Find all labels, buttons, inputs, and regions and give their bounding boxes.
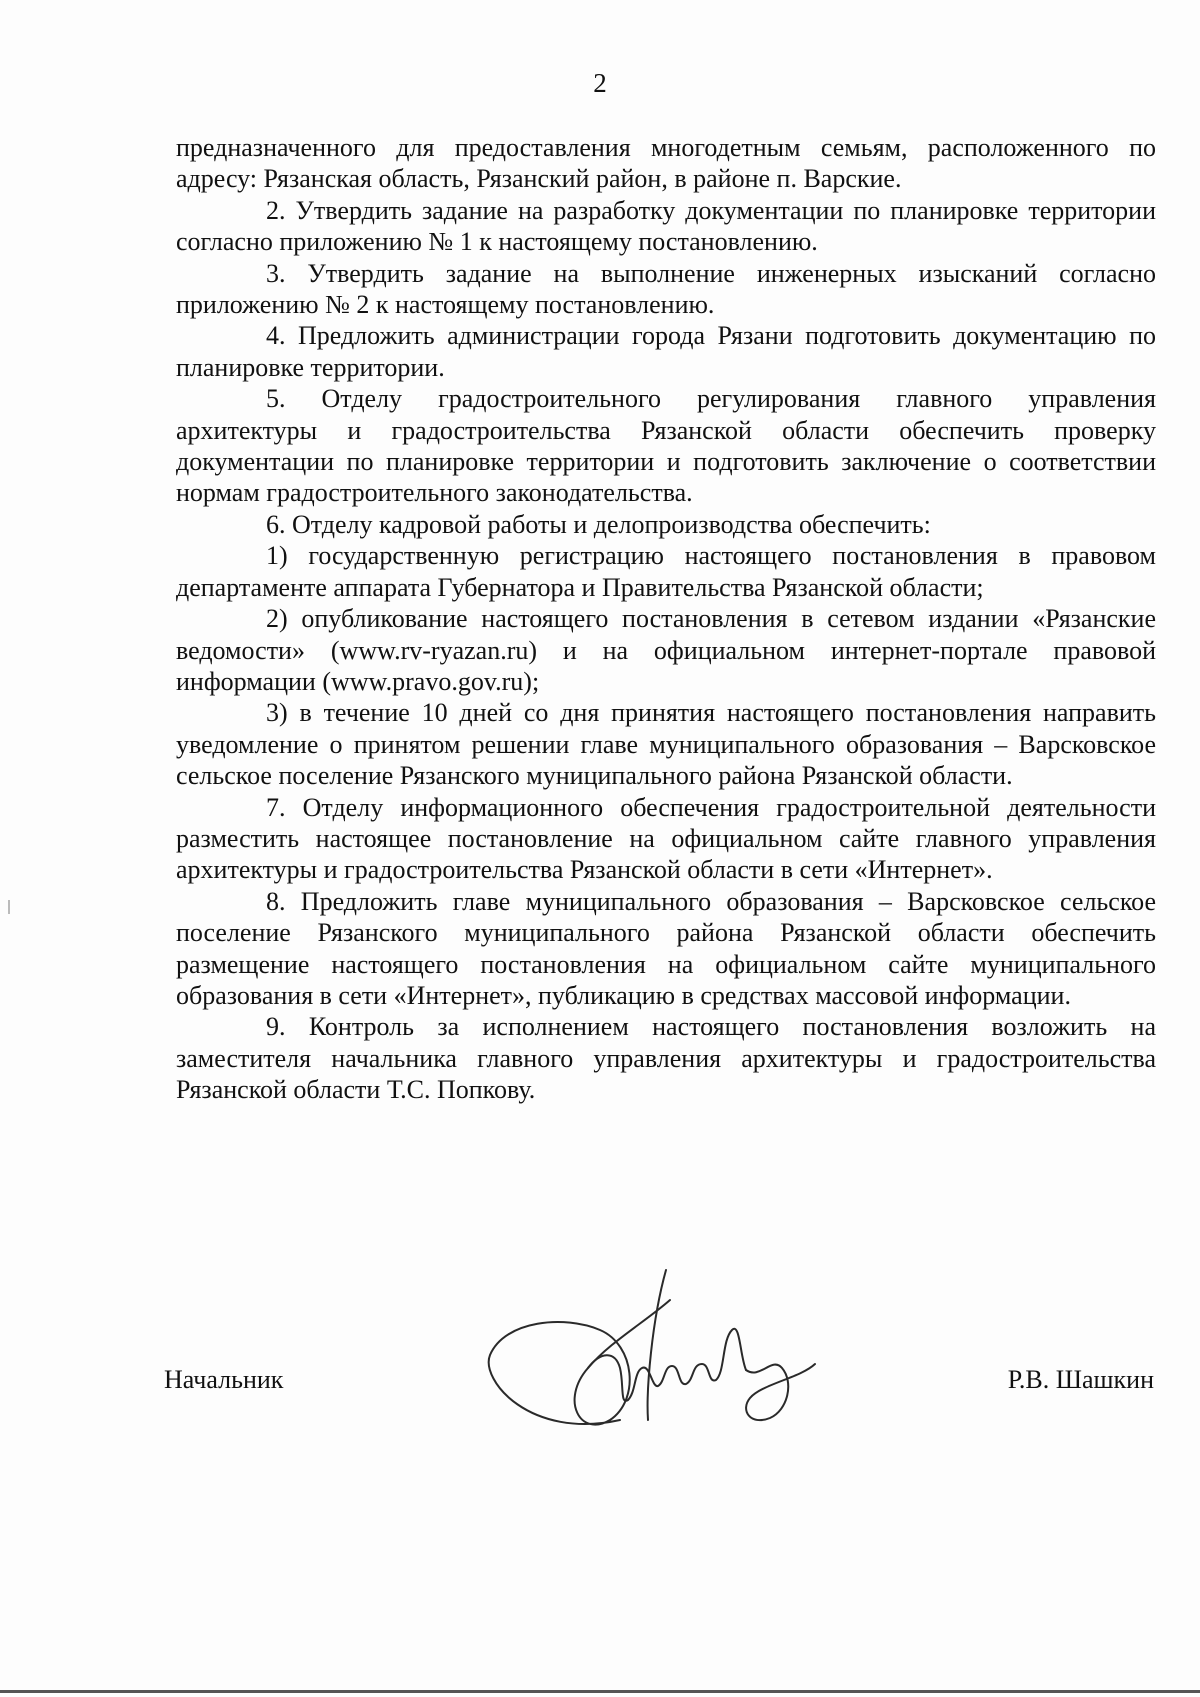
page-number: 2 — [593, 68, 607, 98]
handwritten-signature — [470, 1260, 830, 1450]
signatory-position: Начальник — [164, 1365, 284, 1394]
paragraph-item-2: 2. Утвердить задание на разработку документации по планировке территории согласно приложению № 1 к настоящему постановлению. — [176, 195, 1156, 257]
document-body — [176, 132, 1156, 1106]
scan-mark — [8, 900, 10, 914]
paragraph-item-4: 4. Предложить администрации города Рязани подготовить документацию по планировке территории. — [176, 321, 1156, 382]
paragraph-subitem-6-3: 3) в течение 10 дней со дня принятия настоящего постановления направить уведомление о принятом решении главе муниципального образования – Варсковское сельское поселение Рязанского муниципального района Рязанской области. — [176, 698, 1156, 791]
paragraph-item-3: 3. Утвердить задание на выполнение инженерных изысканий согласно приложению № 2 к настоящему постановлению. — [176, 258, 1156, 320]
paragraph-item-5: 5. Отделу градостроительного регулирования главного управления архитектуры и градостроительства Рязанской области обеспечить проверку документации по планировке территории и подготовить заключение о соответствии нормам градостроительного законодательства. — [176, 384, 1156, 508]
paragraph-item-6: 6. Отделу кадровой работы и делопроизводства обеспечить: — [266, 509, 931, 539]
paragraph-item-8: 8. Предложить главе муниципального образования – Варсковское сельское поселение Рязанского муниципального района Рязанской области обеспечить размещение настоящего постановления на официальном сайте муниципального образования в сети «Интернет», публикацию в средствах массовой информации. — [176, 886, 1156, 1010]
paragraph-item-7: 7. Отделу информационного обеспечения градостроительной деятельности разместить настоящее постановление на официальном сайте главного управления архитектуры и градостроительства Рязанской области в сети «Интернет». — [176, 792, 1156, 885]
signatory-name: Р.В. Шашкин — [1007, 1365, 1154, 1394]
signature-block — [164, 1365, 1154, 1405]
signature-loop-stroke — [489, 1300, 670, 1425]
paragraph-subitem-6-1: 1) государственную регистрацию настоящего постановления в правовом департаменте аппарата Губернатора и Правительства Рязанской области; — [176, 541, 1156, 602]
bottom-divider — [0, 1690, 1200, 1693]
paragraph-continuation: предназначенного для предоставления многодетным семьям, расположенного по адресу: Рязанская область, Рязанский район, в районе п. Варские. — [176, 133, 1156, 194]
paragraph-subitem-6-2: 2) опубликование настоящего постановления в сетевом издании «Рязанские ведомости» (www.rv-ryazan.ru) и на официальном интернет-портале правовой информации (www.pravo.gov.ru); — [176, 604, 1156, 696]
paragraph-item-9: 9. Контроль за исполнением настоящего постановления возложить на заместителя начальника главного управления архитектуры и градостроительства Рязанской области Т.С. Попкову. — [176, 1012, 1156, 1105]
